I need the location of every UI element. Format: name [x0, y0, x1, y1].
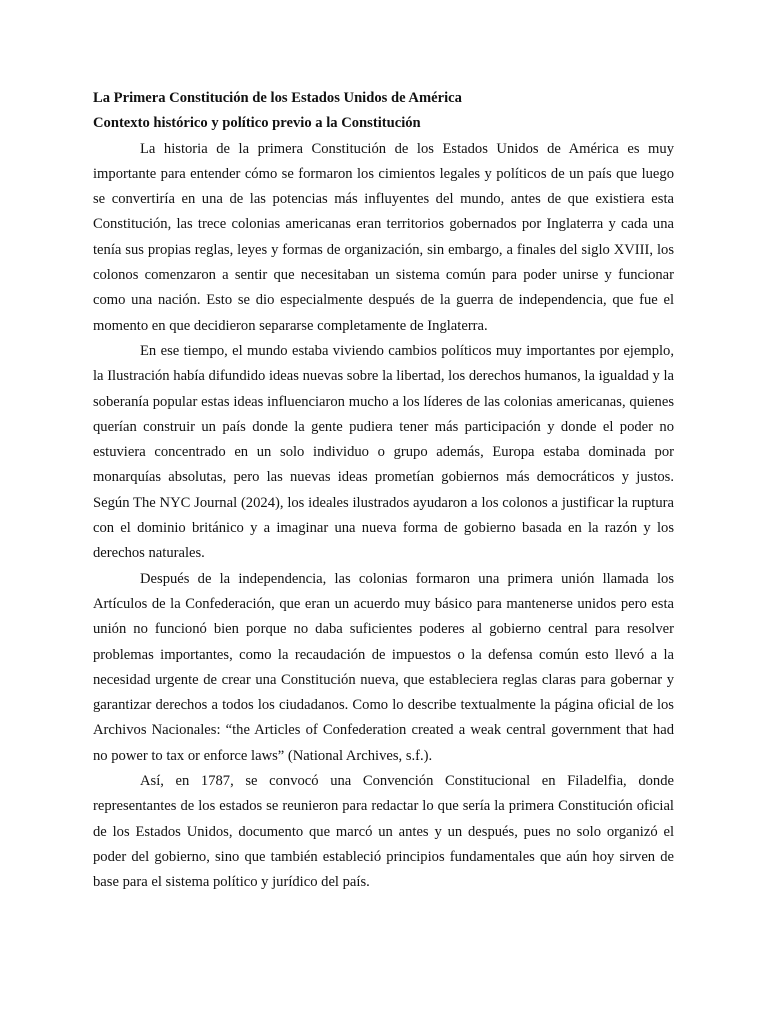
paragraph-4: Así, en 1787, se convocó una Convención Constitucional en Filadelfia, donde representantes de los estados se reunieron para redactar lo que sería la primera Constitución oficial de los Estados Unidos, documento que marcó un antes y un después, pues no solo organizó el poder del gobierno, sino que también estableció principios fundamentales que aún hoy sirven de base para el sistema político y jurídico del país.: [93, 773, 674, 891]
paragraph-3: Después de la independencia, las colonias formaron una primera unión llamada los Artículos de la Confederación, que eran un acuerdo muy básico para mantenerse unidos pero esta unión no funcionó bien porque no daba suficientes poderes al gobierno central para resolver problemas importantes, como la recaudación de impuestos o la defensa común esto llevó a la necesidad urgente de crear una Constitución nueva, que estableciera reglas claras para gobernar y garantizar derechos a todos los ciudadanos. Como lo describe textualmente la página oficial de los Archivos Nacionales: “the Articles of Confederation created a weak central government that had no power to tax or enforce laws” (National Archives, s.f.).: [93, 570, 674, 764]
paragraph-1: La historia de la primera Constitución de los Estados Unidos de América es muy importante para entender cómo se formaron los cimientos legales y políticos de un país que luego se convertiría en una de las potencias más influyentes del mundo, antes de que existiera esta Constitución, las trece colonias americanas eran territorios gobernados por Inglaterra y cada una tenía sus propias reglas, leyes y formas de organización, sin embargo, a finales del siglo XVIII, los colonos comenzaron a sentir que necesitaban un sistema común para poder unirse y funcionar como una nación. Esto se dio especialmente después de la guerra de independencia, que fue el momento en que decidieron separarse completamente de Inglaterra.: [93, 140, 674, 334]
document-body: [93, 86, 674, 896]
section-heading: Contexto histórico y político previo a la Constitución: [93, 115, 421, 132]
paragraph-2: En ese tiempo, el mundo estaba viviendo cambios políticos muy importantes por ejemplo, la Ilustración había difundido ideas nuevas sobre la libertad, los derechos humanos, la igualdad y la soberanía popular estas ideas influenciaron mucho a los líderes de las colonias americanas, quienes querían construir un país donde la gente pudiera tener más participación y donde el poder no estuviera concentrado en un solo individuo o grupo además, Europa estaba dominada por monarquías absolutas, pero las nuevas ideas prometían gobiernos más democráticos y justos. Según The NYC Journal (2024), los ideales ilustrados ayudaron a los colonos a justificar la ruptura con el dominio británico y a imaginar una nueva forma de gobierno basada en la razón y los derechos naturales.: [93, 342, 674, 562]
document-title: La Primera Constitución de los Estados Unidos de América: [93, 90, 462, 106]
